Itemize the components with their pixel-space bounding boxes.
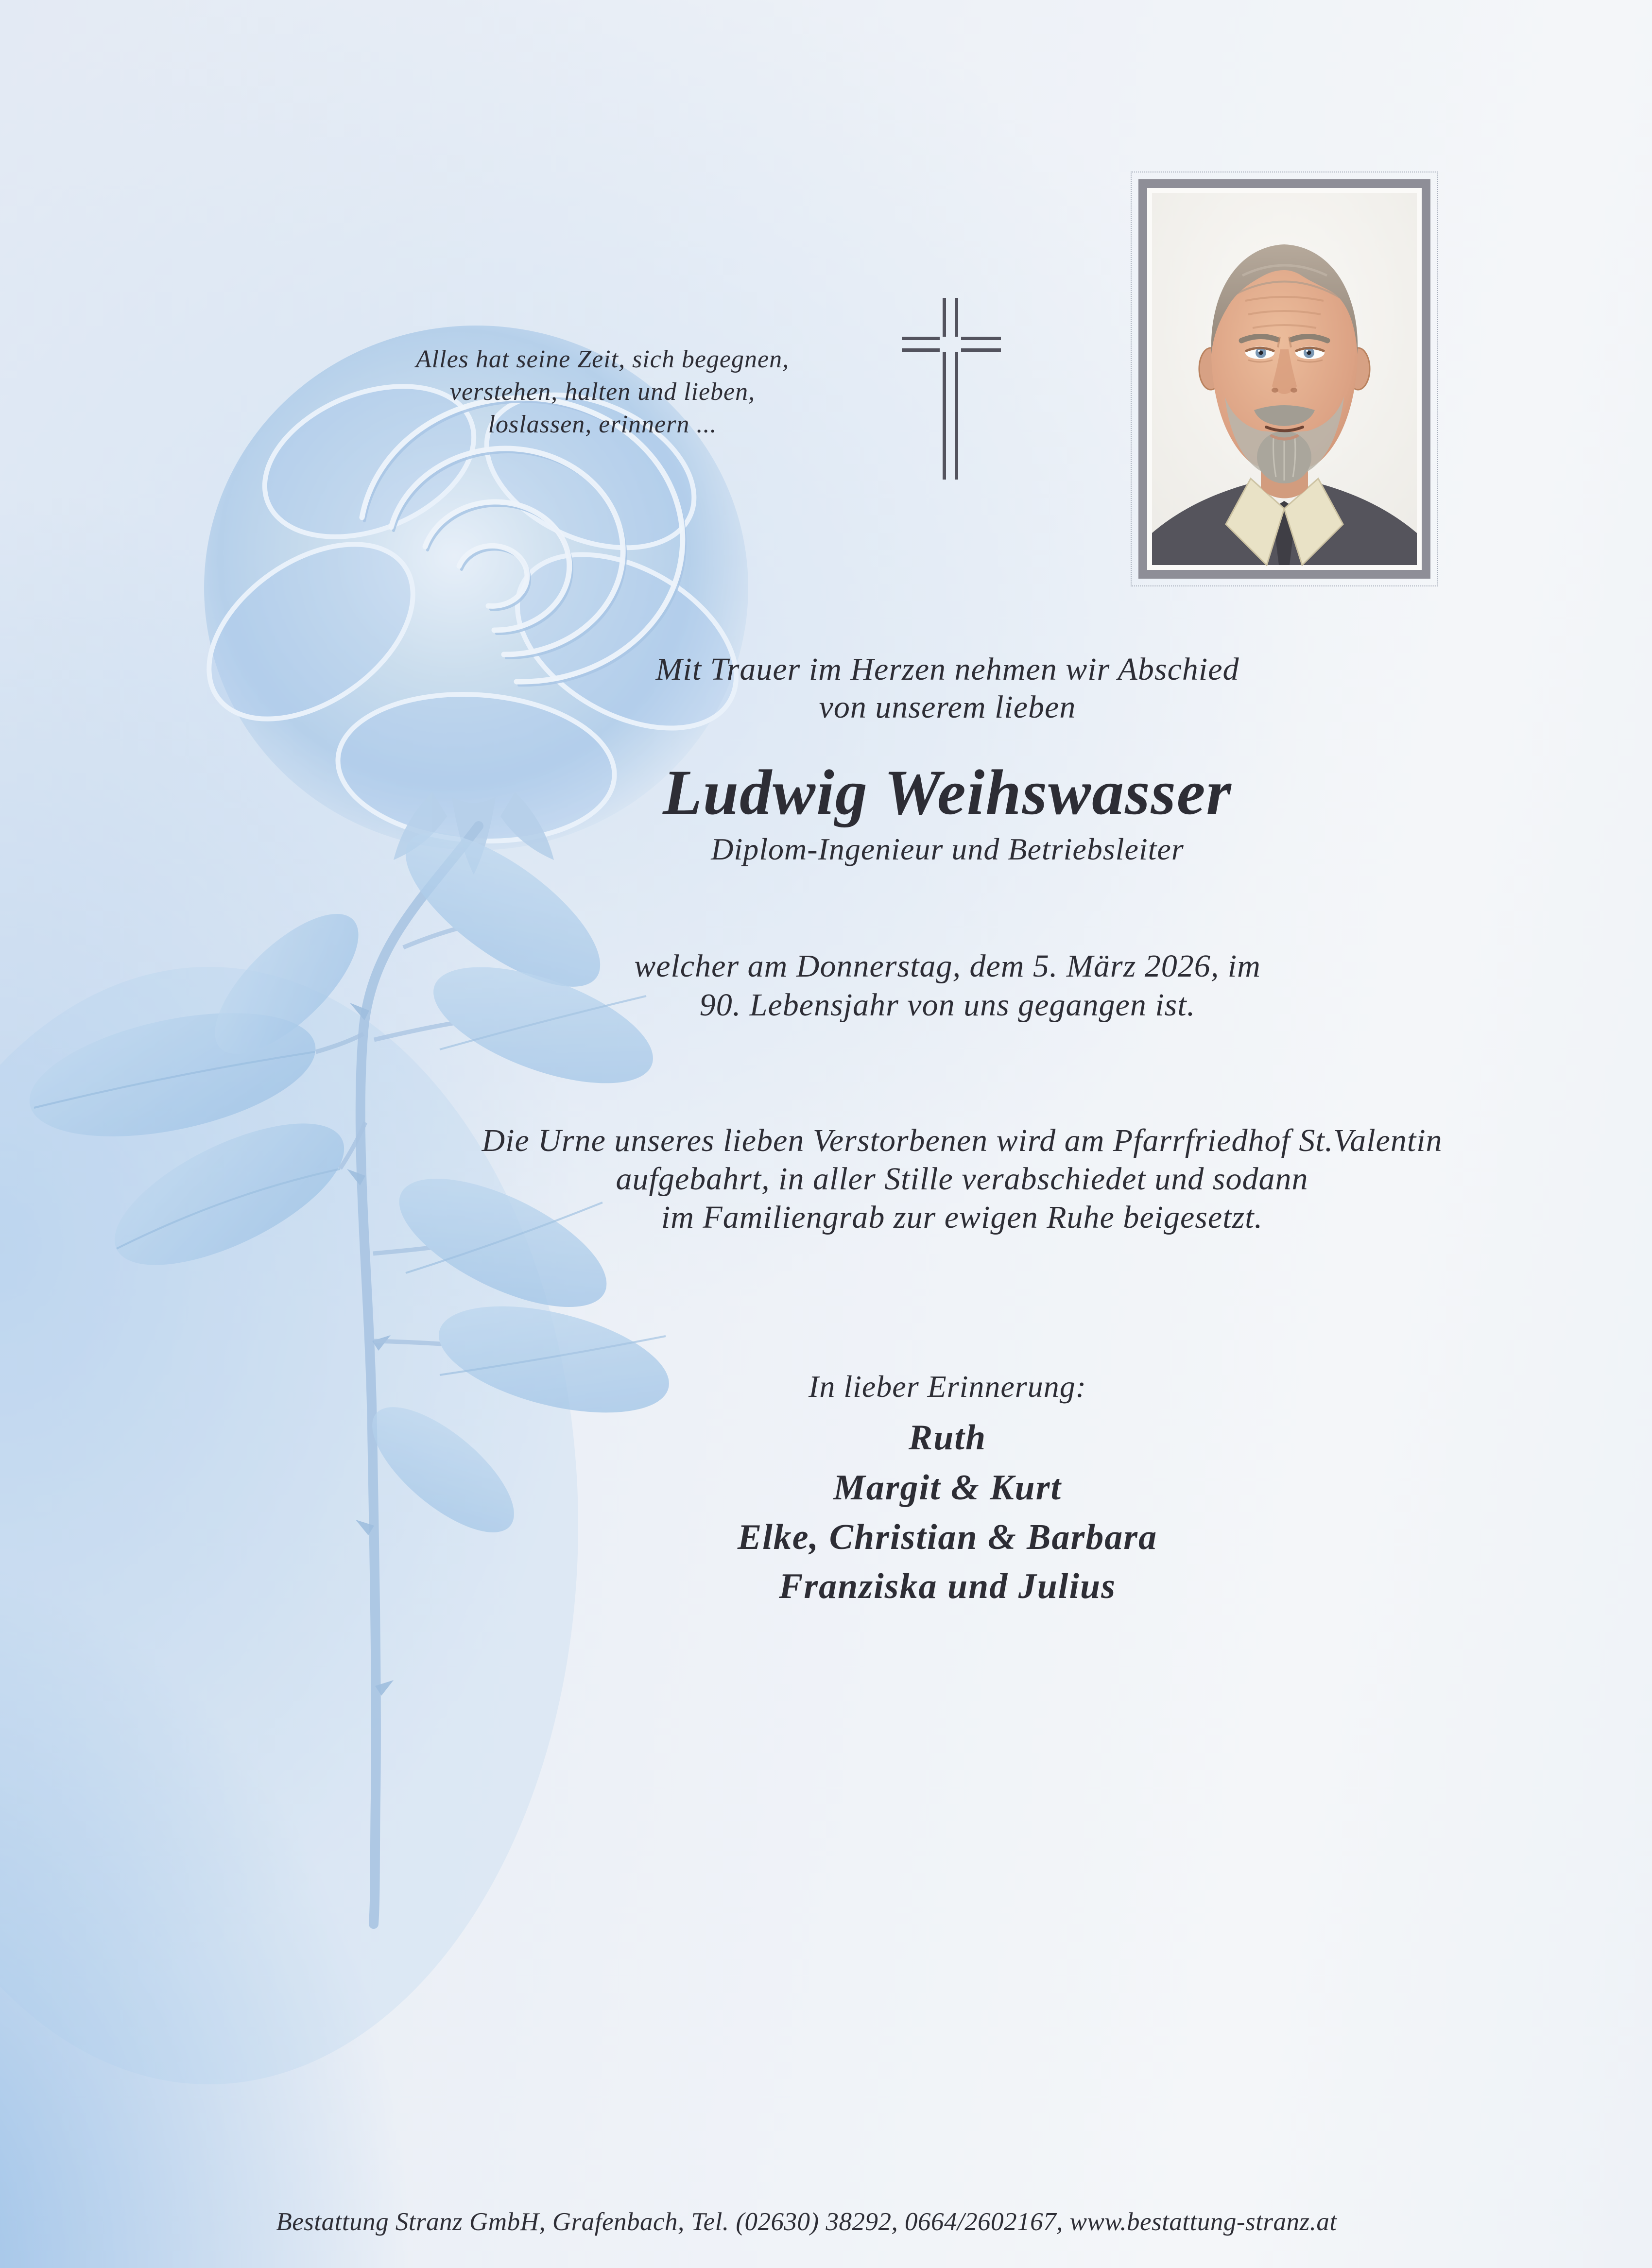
mourner-name: Franziska und Julius (778, 1566, 1116, 1606)
death-notice-line: welcher am Donnerstag, dem 5. März 2026, im (634, 948, 1261, 984)
mourner-name: Margit & Kurt (833, 1468, 1062, 1508)
deceased-title: Diplom-Ingenieur und Betriebsleiter (711, 832, 1184, 866)
funeral-home-footer: Bestattung Stranz GmbH, Grafenbach, Tel. (02630) 38292, 0664/2602167, www.bestattung-stranz.at (276, 2208, 1337, 2236)
burial-notice (340, 1121, 1584, 1237)
mourner-name: Elke, Christian & Barbara (737, 1517, 1158, 1557)
burial-notice-line: im Familiengrab zur ewigen Ruhe beigesetzt. (661, 1200, 1263, 1235)
death-notice (364, 947, 1531, 1025)
burial-notice-line: aufgebahrt, in aller Stille verabschiedet und sodann (616, 1161, 1308, 1197)
portrait-photo-mat (1138, 179, 1430, 579)
intro-line: Mit Trauer im Herzen nehmen wir Abschied (655, 652, 1239, 687)
blue-rose-watermark-icon (0, 253, 923, 1982)
remembrance-heading: In lieber Erinnerung: (809, 1369, 1086, 1404)
quote-line: loslassen, erinnern ... (488, 411, 717, 438)
quote-line: verstehen, halten und lieben, (449, 378, 756, 406)
intro-line: von unserem lieben (819, 689, 1076, 725)
farewell-intro (364, 651, 1531, 726)
burial-notice-line: Die Urne unseres lieben Verstorbenen wird am Pfarrfriedhof St.Valentin (482, 1123, 1443, 1158)
deceased-name: Ludwig Weihswasser (663, 756, 1232, 828)
quote-line: Alles hat seine Zeit, sich begegnen, (415, 345, 790, 373)
portrait-photo (1152, 193, 1417, 565)
death-notice-line: 90. Lebensjahr von uns gegangen ist. (699, 987, 1196, 1023)
portrait-photo-frame (1131, 172, 1438, 586)
mourner-name: Ruth (908, 1418, 987, 1458)
memorial-quote (165, 343, 1040, 441)
